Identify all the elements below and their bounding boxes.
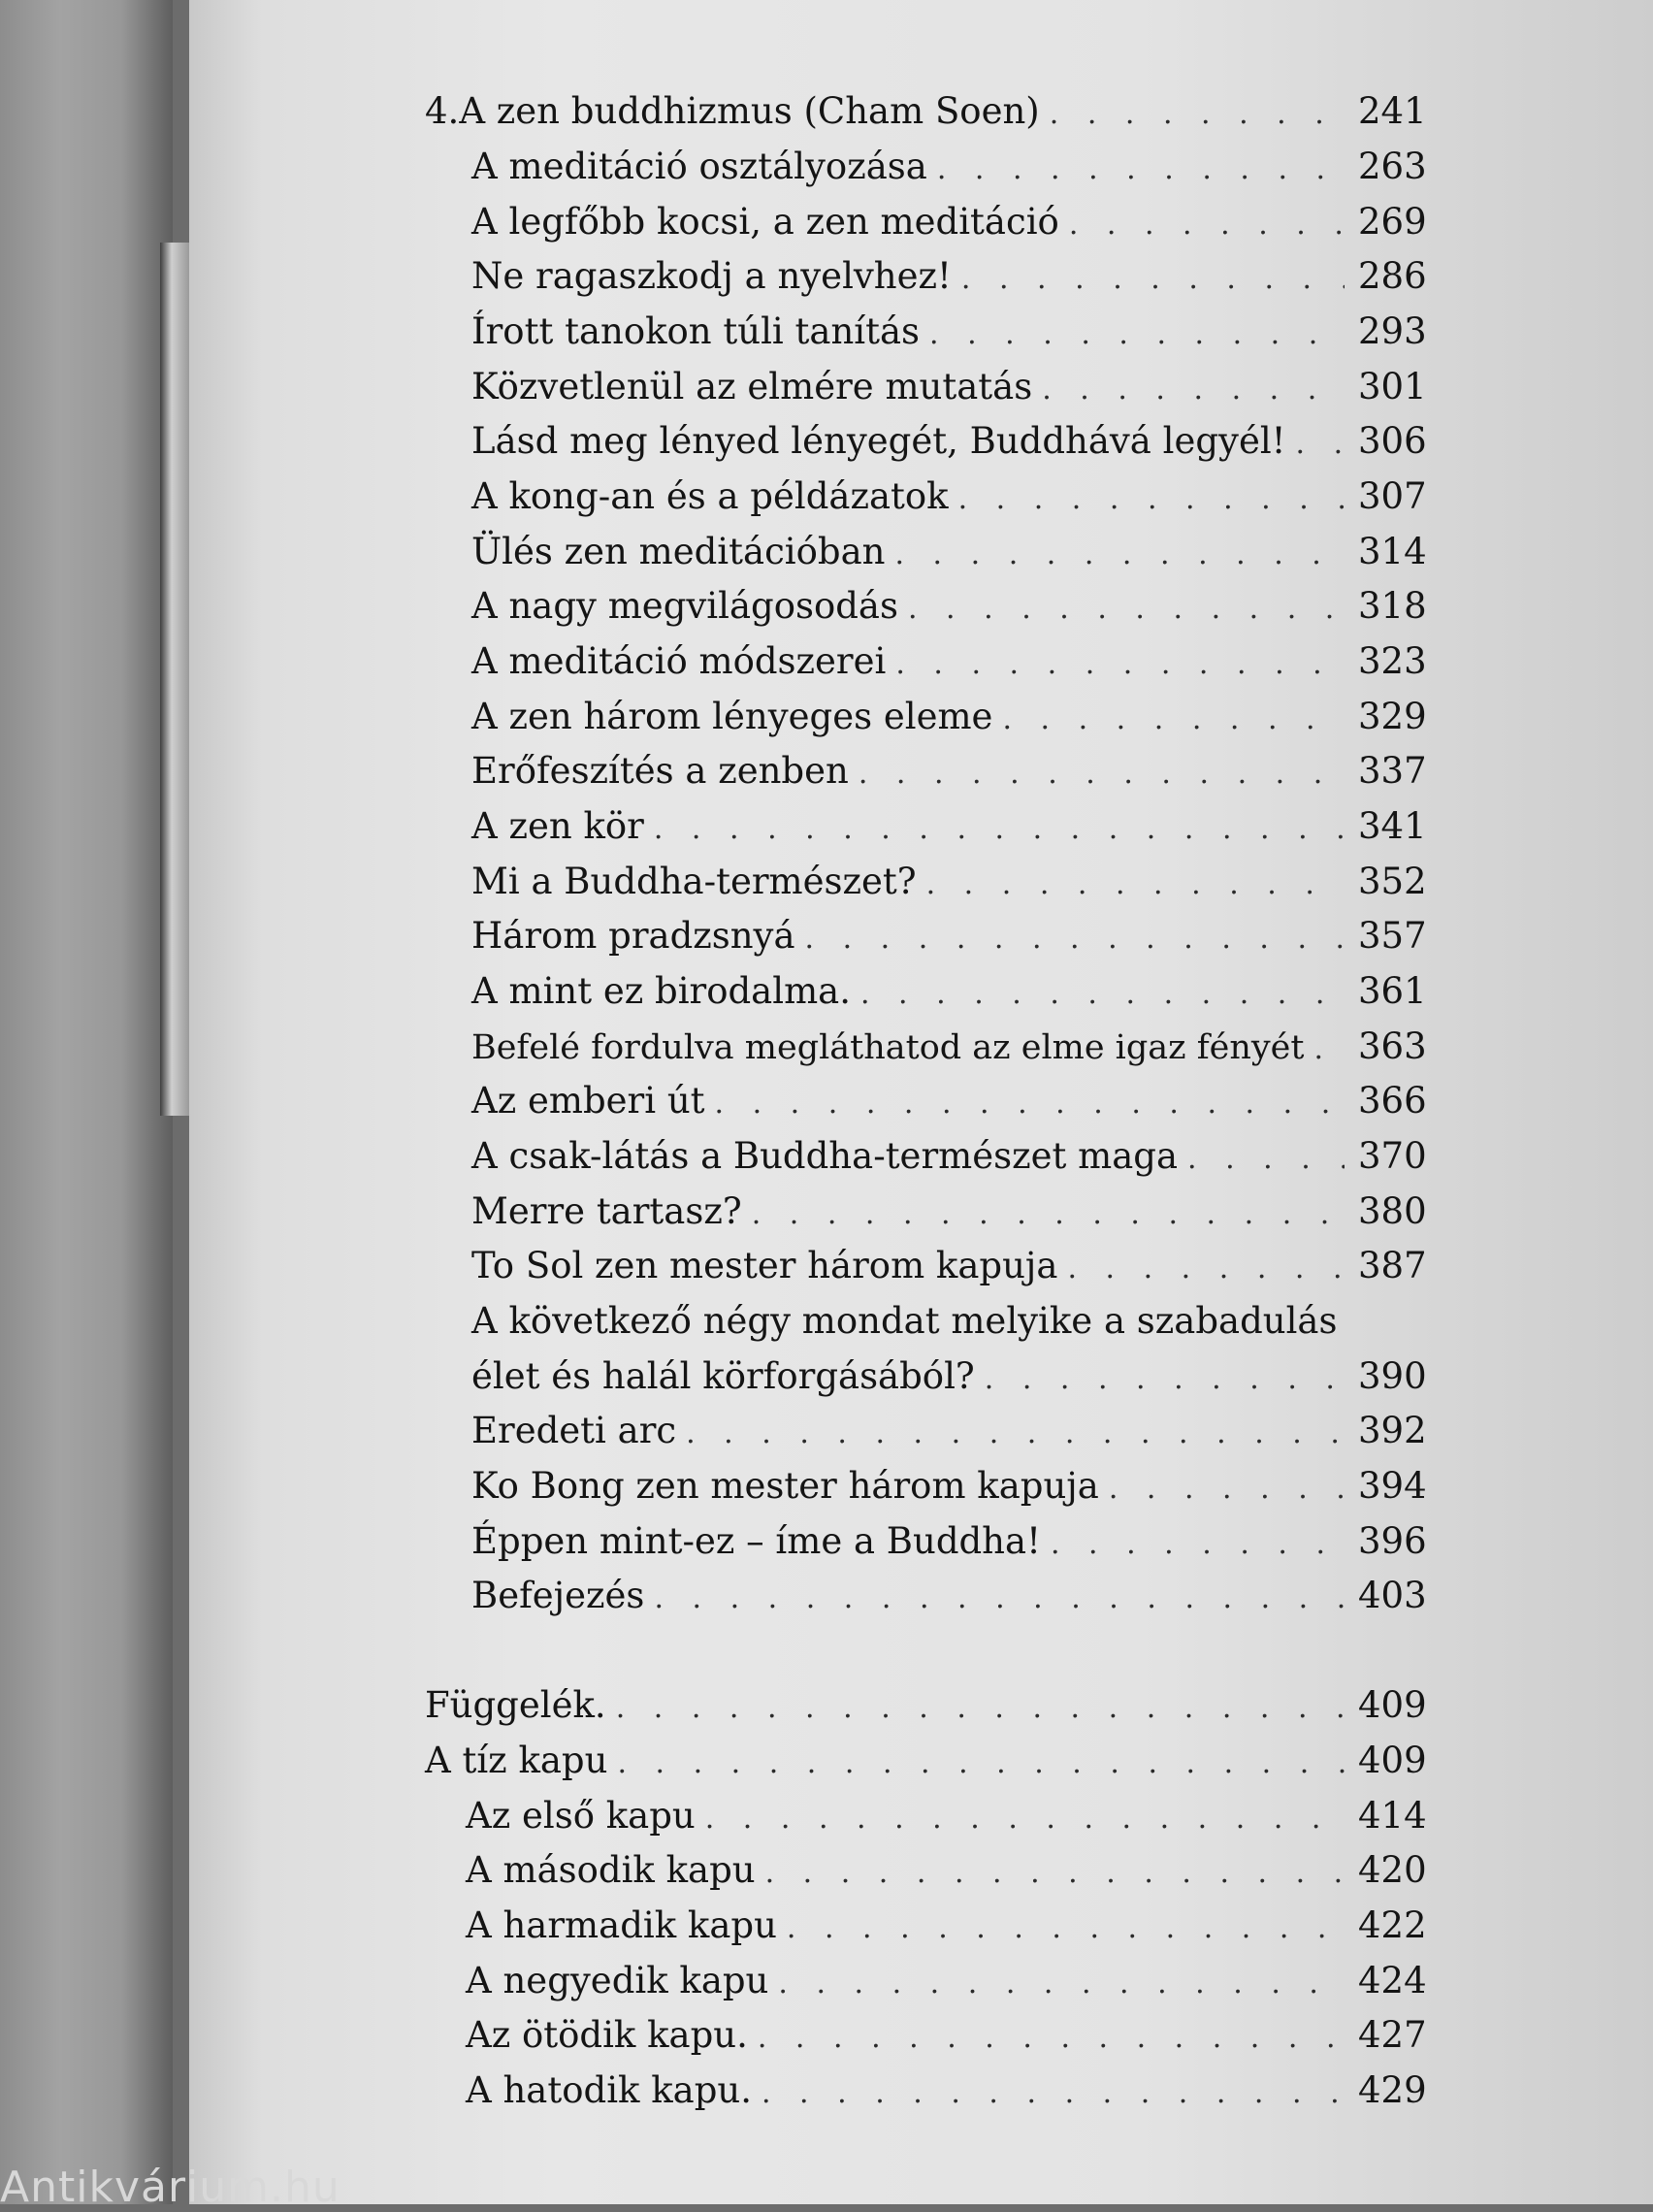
toc-gates-heading [425, 1737, 1427, 1788]
page-number: 387 [1358, 1245, 1427, 1286]
entry-title: Írott tanokon túli tanítás [471, 310, 921, 352]
toc-entry [471, 1572, 1427, 1623]
entry-title: A mint ez birodalma. [471, 970, 851, 1012]
toc-entry [471, 252, 1427, 304]
entry-title: Ko Bong zen mester három kapuja [471, 1465, 1099, 1507]
toc-entry-line2 [471, 1352, 1427, 1404]
entry-title: A kong-an és a példázatok [471, 475, 949, 517]
entry-title: Az ötödik kapu. [466, 2014, 748, 2056]
toc-entry [471, 417, 1427, 469]
entry-title: A zen kör [471, 805, 644, 847]
entry-title: élet és halál körforgásából? [471, 1355, 975, 1397]
page-number: 263 [1358, 146, 1427, 187]
dot-leader [1069, 201, 1345, 249]
dot-leader [1187, 1135, 1345, 1184]
toc-gate-entry [466, 1902, 1427, 1953]
entry-title: Merre tartasz? [471, 1190, 742, 1232]
entry-title: A negyedik kapu [466, 1960, 769, 2001]
toc-entry [471, 528, 1427, 579]
entry-title: A harmadik kapu [466, 1904, 777, 1946]
entry-title: A legfőbb kocsi, a zen meditáció [471, 201, 1059, 243]
toc-entry [471, 1242, 1427, 1293]
toc-entry [471, 858, 1427, 909]
toc-chapter-entry [425, 87, 1427, 139]
toc-entry [471, 308, 1427, 359]
page-number: 307 [1358, 475, 1427, 517]
dot-leader [1050, 90, 1345, 139]
dot-leader [752, 1190, 1345, 1239]
toc-entry [471, 1077, 1427, 1128]
dot-leader [1042, 366, 1345, 414]
toc-gate-entry [466, 1957, 1427, 2008]
toc-gate-entry [466, 2011, 1427, 2063]
dot-leader [778, 1960, 1345, 2008]
page-number: 352 [1358, 861, 1427, 902]
entry-title: Éppen mint-ez – íme a Buddha! [471, 1520, 1041, 1562]
adjacent-page-edge [160, 243, 189, 1116]
page-number: 293 [1358, 310, 1427, 352]
entry-title: Közvetlenül az elmére mutatás [471, 366, 1033, 407]
dot-leader [961, 255, 1345, 304]
page-number: 337 [1358, 750, 1427, 792]
dot-leader [758, 2014, 1345, 2063]
toc-entry [471, 363, 1427, 414]
dot-leader [937, 146, 1345, 194]
gates-heading-title: A tíz kapu [425, 1740, 608, 1781]
entry-title: Ülés zen meditációban [471, 531, 886, 572]
book-spine [0, 0, 173, 2204]
page-number: 414 [1358, 1795, 1427, 1837]
page-number: 357 [1358, 915, 1427, 957]
dot-leader [860, 970, 1345, 1019]
toc-entry [471, 967, 1427, 1019]
toc-entry [471, 637, 1427, 689]
entry-title: A második kapu [466, 1849, 756, 1891]
dot-leader [765, 1849, 1345, 1898]
dot-leader [705, 1795, 1345, 1843]
dot-leader [1002, 696, 1345, 744]
toc-gate-entry [466, 1792, 1427, 1843]
dot-leader [859, 750, 1345, 798]
page-number: 318 [1358, 585, 1427, 627]
entry-title: Lásd meg lényed lényegét, Buddhává legyél! [471, 420, 1286, 462]
page-number: 392 [1358, 1410, 1427, 1451]
toc-entry [471, 1462, 1427, 1513]
entry-title: Az emberi út [471, 1080, 705, 1122]
page-number: 390 [1358, 1355, 1427, 1397]
dot-leader [1067, 1245, 1345, 1293]
dot-leader [894, 531, 1345, 579]
dot-leader [617, 1740, 1345, 1788]
page-number: 420 [1358, 1849, 1427, 1891]
appendix-title: Függelék. [425, 1684, 606, 1726]
dot-leader [1051, 1520, 1345, 1569]
dot-leader [908, 585, 1345, 634]
page-number: 427 [1358, 2014, 1427, 2056]
toc-entry [471, 1187, 1427, 1239]
entry-title: A meditáció módszerei [471, 640, 887, 682]
entry-title: Befejezés [471, 1575, 645, 1616]
entry-title: Az első kapu [466, 1795, 696, 1837]
entry-title: Eredeti arc [471, 1410, 677, 1451]
page-number: 409 [1358, 1684, 1427, 1726]
entry-title: A következő négy mondat melyike a szabadulás [471, 1300, 1338, 1342]
page-number: 241 [1358, 90, 1427, 132]
toc-entry [471, 802, 1427, 854]
dot-leader [1313, 1025, 1345, 1074]
entry-title: A zen három lényeges eleme [471, 696, 993, 737]
page-number: 314 [1358, 531, 1427, 572]
toc-entry [471, 1132, 1427, 1184]
toc-entry [471, 472, 1427, 524]
page-number: 301 [1358, 366, 1427, 407]
dot-leader [926, 861, 1345, 909]
chapter-title: A zen buddhizmus (Cham Soen) [459, 90, 1040, 132]
page-number: 361 [1358, 970, 1427, 1012]
entry-title: A hatodik kapu. [466, 2069, 752, 2111]
toc-entry [471, 198, 1427, 249]
page-number: 422 [1358, 1904, 1427, 1946]
toc-entry [471, 693, 1427, 744]
page-number: 323 [1358, 640, 1427, 682]
dot-leader [958, 475, 1345, 524]
entry-title: A meditáció osztályozása [471, 146, 927, 187]
page-number: 306 [1358, 420, 1427, 462]
toc-entry [471, 1407, 1427, 1458]
entry-title: To Sol zen mester három kapuja [471, 1245, 1058, 1286]
entry-title: A nagy megvilágosodás [471, 585, 898, 627]
book-page [189, 0, 1653, 2204]
page-number: 380 [1358, 1190, 1427, 1232]
page-number: 394 [1358, 1465, 1427, 1507]
dot-leader [985, 1355, 1345, 1404]
page-number: 329 [1358, 696, 1427, 737]
entry-title: Három pradzsnyá [471, 915, 795, 957]
entry-title: Mi a Buddha-természet? [471, 861, 917, 902]
dot-leader [715, 1080, 1345, 1128]
dot-leader [895, 640, 1345, 689]
page-number: 424 [1358, 1960, 1427, 2001]
dot-leader [1296, 420, 1345, 469]
page-number: 366 [1358, 1080, 1427, 1122]
chapter-number: 4. [425, 90, 460, 132]
dot-leader [654, 805, 1345, 854]
page-number: 269 [1358, 201, 1427, 243]
page-number: 363 [1358, 1025, 1427, 1067]
toc-entry-line1 [471, 1297, 1424, 1346]
page-number: 403 [1358, 1575, 1427, 1616]
dot-leader [1109, 1465, 1345, 1513]
toc-entry [471, 1023, 1427, 1074]
entry-title: Erőfeszítés a zenben [471, 750, 849, 792]
toc-gate-entry [466, 1846, 1427, 1898]
page-number: 370 [1358, 1135, 1427, 1177]
dot-leader [654, 1575, 1345, 1623]
toc-entry [471, 912, 1427, 963]
page-number: 409 [1358, 1740, 1427, 1781]
entry-title: Befelé fordulva megláthatod az elme igaz fényét [471, 1028, 1305, 1067]
dot-leader [686, 1410, 1345, 1458]
watermark: Antikvárium.hu [0, 2163, 340, 2212]
dot-leader [929, 310, 1345, 359]
dot-leader [805, 915, 1345, 963]
dot-leader [787, 1904, 1345, 1953]
dot-leader [762, 2069, 1345, 2118]
entry-title: Ne ragaszkodj a nyelvhez! [471, 255, 952, 297]
toc-entry [471, 1517, 1427, 1569]
page-number: 286 [1358, 255, 1427, 297]
entry-title: A csak-látás a Buddha-természet maga [471, 1135, 1179, 1177]
toc-entry [471, 143, 1427, 194]
page-number: 429 [1358, 2069, 1427, 2111]
toc-gate-entry [466, 2066, 1427, 2118]
toc-entry [471, 747, 1427, 798]
dot-leader [616, 1684, 1345, 1733]
page-number: 341 [1358, 805, 1427, 847]
toc-appendix-entry [425, 1681, 1427, 1733]
page-number: 396 [1358, 1520, 1427, 1562]
toc-entry [471, 582, 1427, 634]
